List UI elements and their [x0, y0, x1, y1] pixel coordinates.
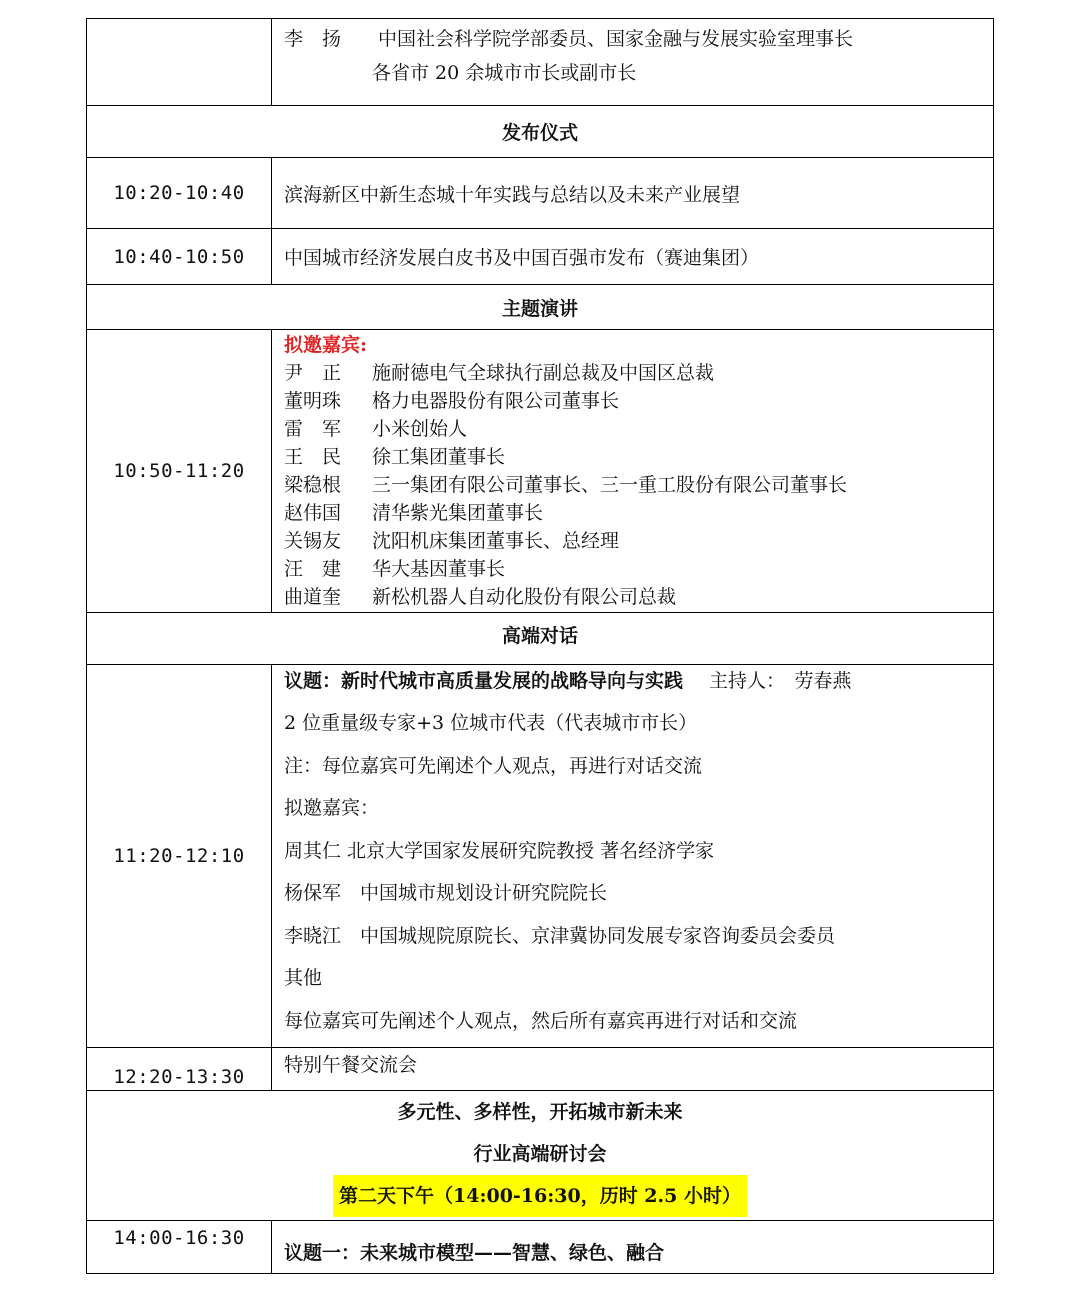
guest-title: 清华紫光集团董事长 — [372, 502, 544, 524]
table-row — [87, 613, 994, 665]
guest-title: 施耐德电气全球执行副总裁及中国区总裁 — [372, 362, 715, 384]
guest-title: 格力电器股份有限公司董事长 — [372, 390, 620, 412]
guest-title: 华大基因董事长 — [372, 558, 506, 580]
dialogue-topic: 议题：新时代城市高质量发展的战略导向与实践 — [284, 670, 684, 692]
content-cell — [272, 19, 994, 106]
table-row — [87, 1048, 994, 1091]
guest-name: 李 扬 — [284, 28, 342, 50]
guest-title: 徐工集团董事长 — [372, 446, 506, 468]
guest-line — [284, 415, 993, 443]
table-row — [87, 19, 994, 106]
dialogue-line: 杨保军 中国城市规划设计研究院院长 — [284, 882, 608, 904]
dialogue-host: 主持人： 劳春燕 — [709, 670, 852, 692]
guest-title: 中国社会科学院学部委员、国家金融与发展实验室理事长 — [378, 28, 854, 50]
guest-line — [284, 527, 993, 555]
content-cell — [272, 665, 994, 1048]
table-row — [87, 330, 994, 613]
dialogue-line: 拟邀嘉宾： — [284, 797, 380, 819]
section-heading: 主题演讲 — [87, 285, 994, 330]
guest-line — [284, 499, 993, 527]
seminar-title-1: 多元性、多样性，开拓城市新未来 — [397, 1101, 683, 1123]
table-row — [87, 229, 994, 285]
guest-name: 曲道奎 — [284, 586, 342, 608]
dialogue-line: 其他 — [284, 967, 323, 989]
guest-line — [284, 583, 993, 611]
dialogue-topic-line — [284, 666, 993, 696]
guest-line — [284, 443, 993, 471]
guest-name: 汪 建 — [284, 558, 342, 580]
content-cell: 议题一：未来城市模型——智慧、绿色、融合 — [272, 1221, 994, 1274]
time-cell: 10:20-10:40 — [87, 158, 272, 229]
content-cell — [272, 330, 994, 613]
guest-title: 小米创始人 — [372, 418, 468, 440]
content-cell: 中国城市经济发展白皮书及中国百强市发布（赛迪集团） — [272, 229, 994, 285]
table-row — [87, 665, 994, 1048]
guest-title: 三一集团有限公司董事长、三一重工股份有限公司董事长 — [372, 474, 848, 496]
dialogue-line: 每位嘉宾可先阐述个人观点，然后所有嘉宾再进行对话和交流 — [284, 1009, 798, 1032]
dialogue-line: 2 位重量级专家+3 位城市代表（代表城市市长） — [284, 712, 698, 734]
dialogue-line: 李晓江 中国城规院原院长、京津冀协同发展专家咨询委员会委员 — [284, 924, 836, 947]
guest-line — [284, 359, 993, 387]
content-cell: 特别午餐交流会 — [272, 1048, 994, 1091]
content-cell: 滨海新区中新生态城十年实践与总结以及未来产业展望 — [272, 158, 994, 229]
dialogue-line: 注：每位嘉宾可先阐述个人观点，再进行对话交流 — [284, 754, 703, 777]
schedule-table — [86, 18, 994, 1274]
mayors-line: 各省市 20 余城市市长或副市长 — [372, 62, 637, 84]
table-row — [87, 106, 994, 158]
time-cell: 10:50-11:20 — [87, 330, 272, 613]
seminar-time-line — [87, 1175, 993, 1217]
seminar-heading — [87, 1091, 994, 1221]
guest-name: 雷 军 — [284, 418, 342, 440]
table-row — [87, 158, 994, 229]
time-cell-empty — [87, 19, 272, 106]
guest-name: 王 民 — [284, 446, 342, 468]
guest-name: 董明珠 — [284, 390, 342, 412]
guest-name: 梁稳根 — [284, 474, 342, 496]
guest-line — [284, 471, 993, 499]
guest-name: 关锡友 — [284, 530, 342, 552]
table-row — [87, 1221, 994, 1274]
seminar-title-2: 行业高端研讨会 — [473, 1143, 607, 1165]
invited-guests-heading: 拟邀嘉宾: — [284, 334, 368, 356]
table-row — [87, 1091, 994, 1221]
guest-line — [284, 555, 993, 583]
time-cell: 14:00-16:30 — [87, 1221, 272, 1274]
section-heading: 高端对话 — [87, 613, 994, 665]
guest-line — [284, 25, 993, 53]
guest-name: 赵伟国 — [284, 502, 342, 524]
dialogue-line: 周其仁 北京大学国家发展研究院教授 著名经济学家 — [284, 839, 715, 862]
table-row — [87, 285, 994, 330]
section-heading: 发布仪式 — [87, 106, 994, 158]
guest-name: 尹 正 — [284, 362, 342, 384]
guest-title: 新松机器人自动化股份有限公司总裁 — [372, 586, 677, 608]
guest-line — [284, 387, 993, 415]
time-cell: 11:20-12:10 — [87, 665, 272, 1048]
time-cell: 10:40-10:50 — [87, 229, 272, 285]
guest-title: 沈阳机床集团董事长、总经理 — [372, 530, 620, 552]
seminar-time-highlight: 第二天下午（14:00-16:30，历时 2.5 小时） — [333, 1175, 747, 1217]
time-cell: 12:20-13:30 — [87, 1048, 272, 1091]
